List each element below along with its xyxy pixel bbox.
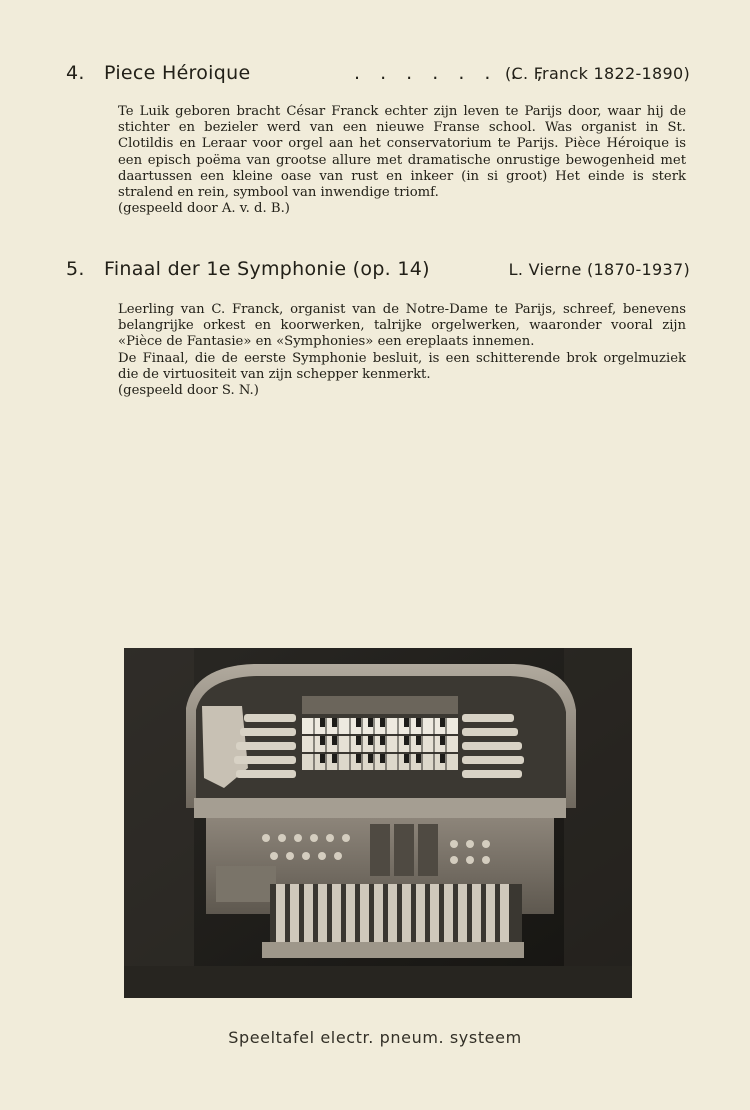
composer-credit: (C. Franck 1822-1890): [504, 64, 690, 83]
organ-console-illustration: [124, 648, 632, 998]
item-number: 4.: [66, 62, 85, 84]
description-paragraph: Leerling van C. Franck, organist van de Notre-Dame te Parijs, schreef, benevens belangrijke orkest en koorwerken, talrijke orgelwerken, waaronder vooral zijn «Pièce de Fantasie» en «Symphonies» een ereplaats innemen.: [118, 302, 686, 350]
performer-note: (gespeeld door S. N.): [118, 383, 259, 399]
performer-note: (gespeeld door A. v. d. B.): [118, 201, 290, 217]
item-description: [118, 104, 686, 217]
description-paragraph: Te Luik geboren bracht César Franck echter zijn leven te Parijs door, waar hij de stichter en bezieler werd van een nieuwe Franse school. Was organist in St. Clotildis en Leraar voor orgel aan het conservatorium te Parijs. Pièce Héroique is een episch poëma van grootse allure met dramatische onrustige bewogenheid met daartussen een kleine oase van rust en inkeer (in si groot) Het einde is sterk stralend en rein, symbool van inwendige triomf.: [118, 104, 686, 201]
item-number: 5.: [66, 258, 85, 280]
item-title: Finaal der 1e Symphonie (op. 14): [104, 258, 430, 280]
photo-caption: Speeltafel electr. pneum. systeem: [228, 1028, 522, 1047]
composer-credit: L. Vierne (1870-1937): [508, 260, 690, 279]
leader-dots: . . . . . . . ,: [354, 62, 550, 84]
item-description: [118, 302, 686, 399]
description-paragraph: De Finaal, die de eerste Symphonie besluit, is een schitterende brok orgelmuziek die de virtuositeit van zijn schepper kenmerkt.: [118, 350, 686, 382]
item-title: Piece Héroique: [104, 62, 251, 84]
organ-console-photo: [124, 648, 632, 998]
